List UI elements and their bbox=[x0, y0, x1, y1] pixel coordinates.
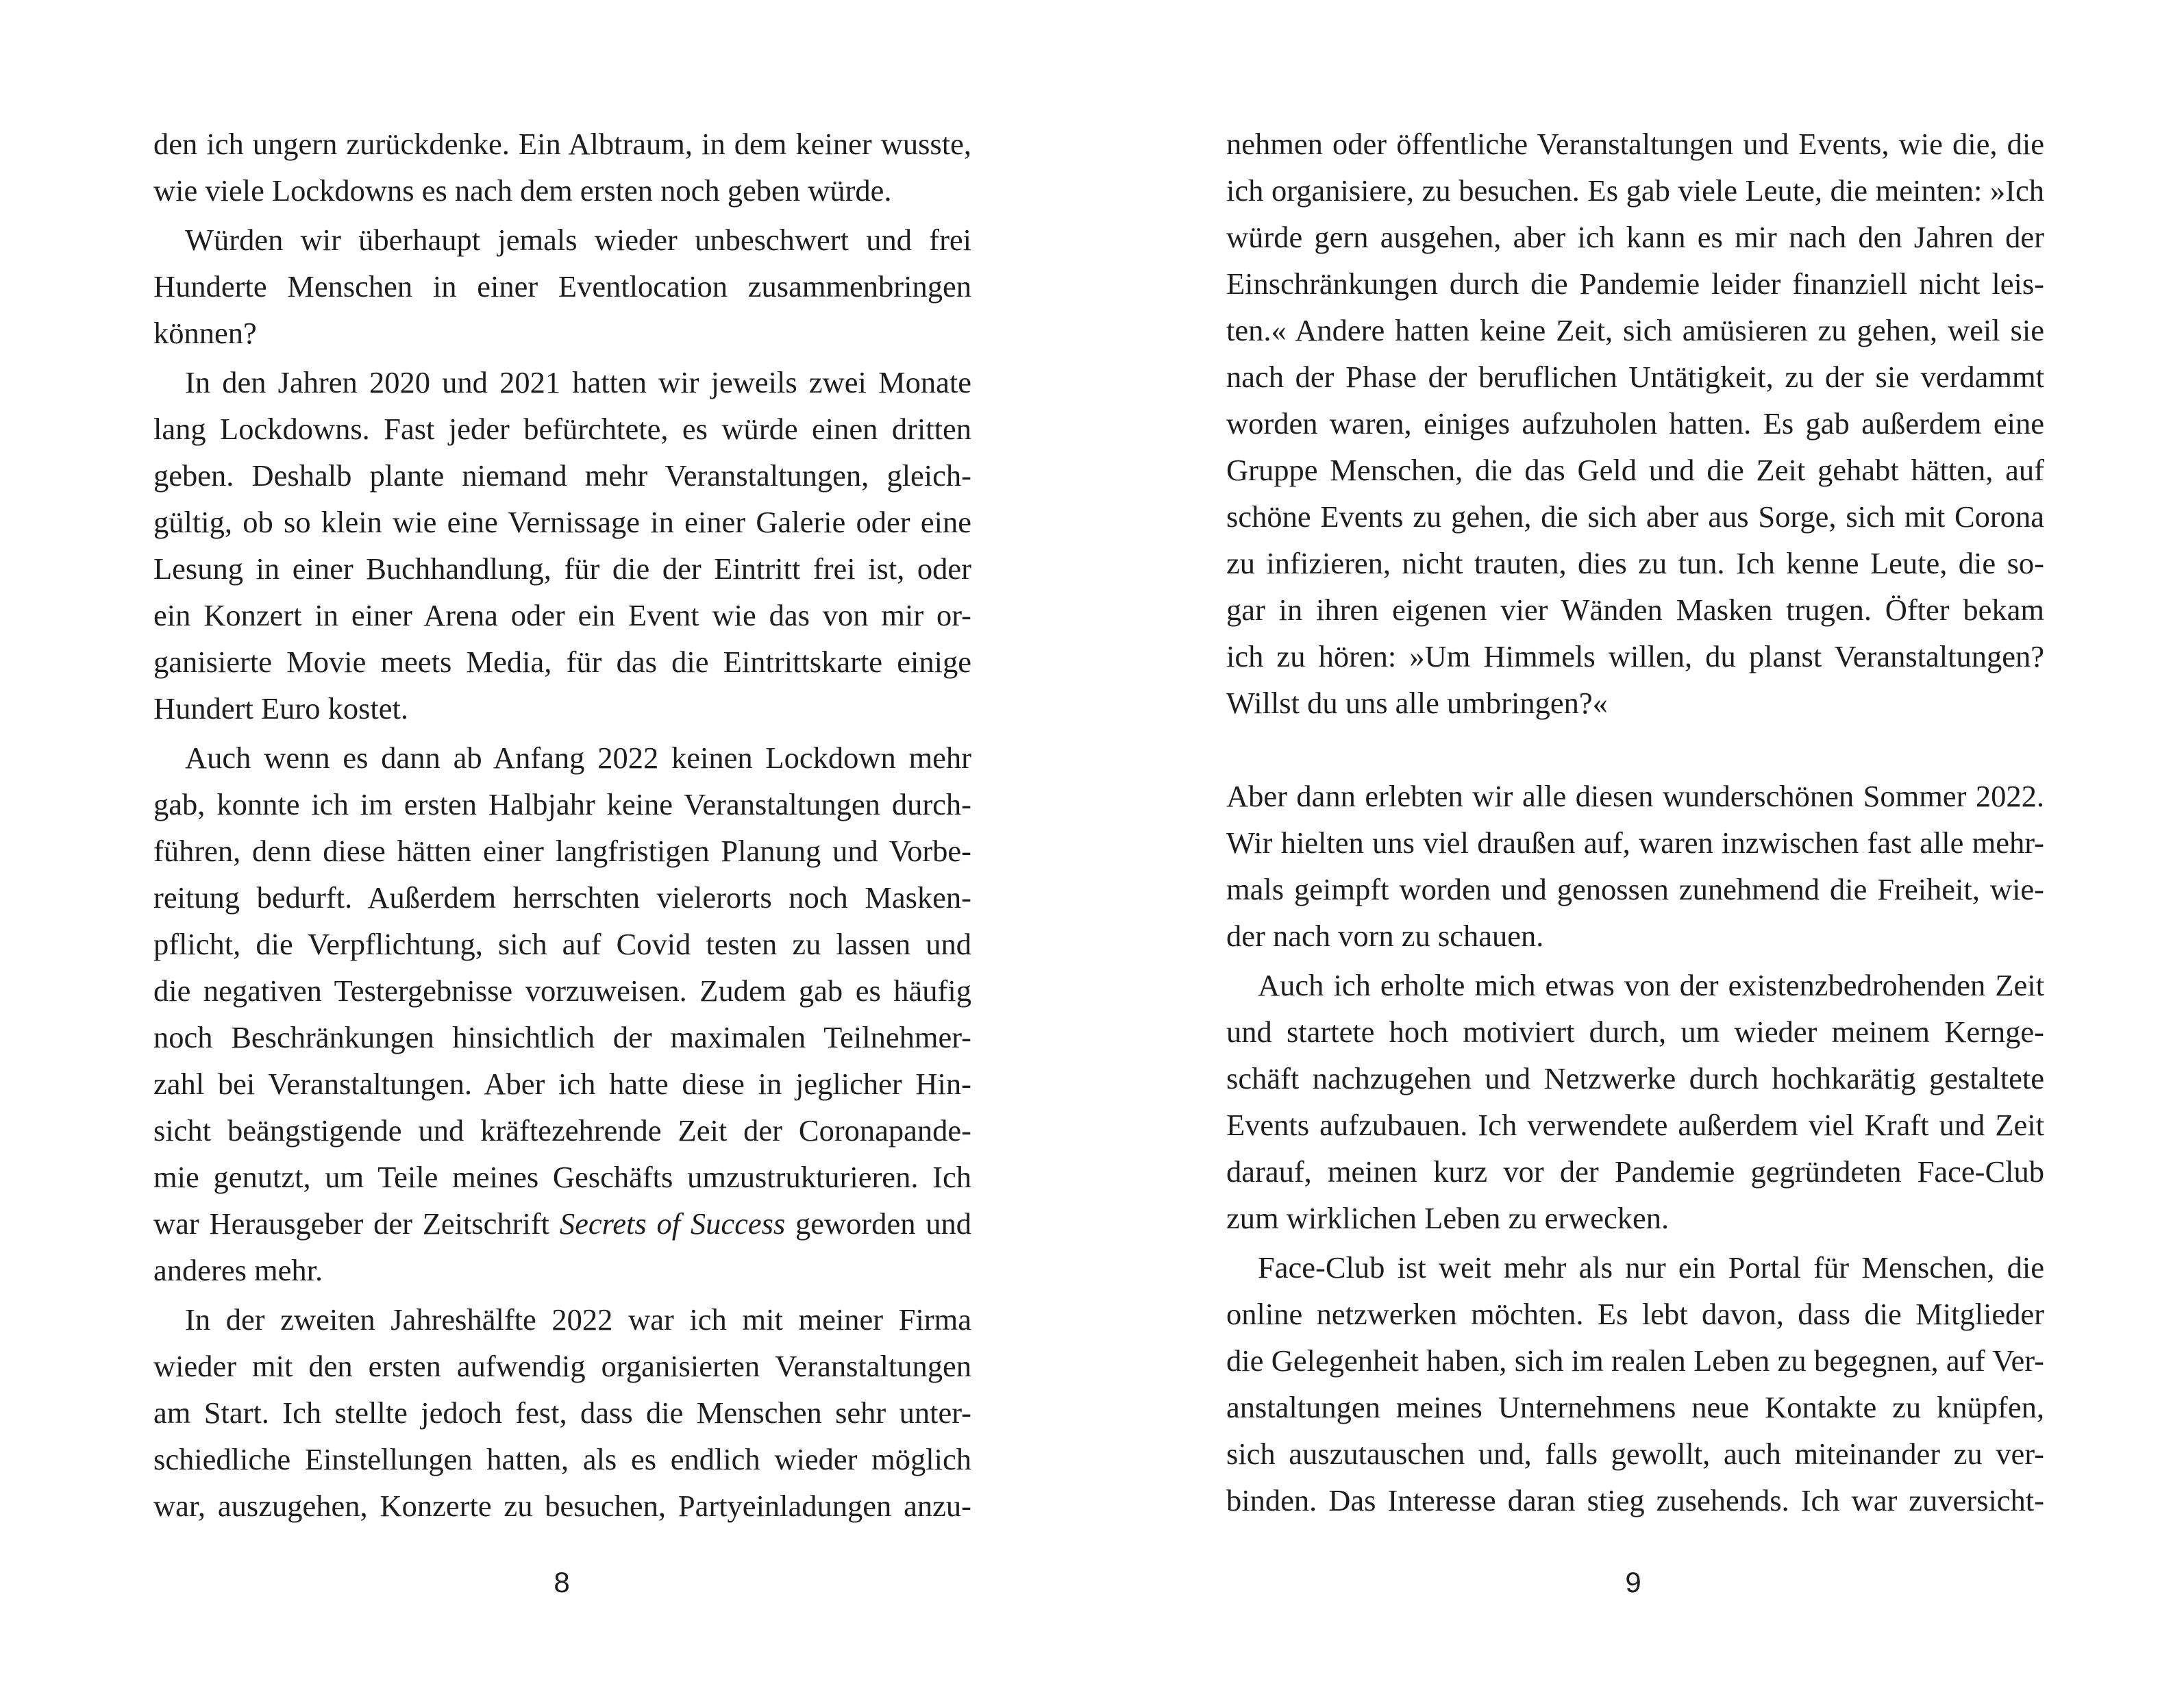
text-run: geworden und bbox=[785, 1206, 971, 1241]
text-line: schiedliche Einstellungen hatten, als es endlich wieder möglich bbox=[153, 1442, 971, 1476]
text-line: In der zweiten Jahreshälfte 2022 war ich mit meiner Firma bbox=[185, 1302, 971, 1337]
text-line: nach der Phase der beruflichen Untätigkeit, zu der sie verdammt bbox=[1226, 360, 2044, 394]
text-line: würde gern ausgehen, aber ich kann es mir nach den Jahren der bbox=[1226, 220, 2044, 254]
text-line: In den Jahren 2020 und 2021 hatten wir jeweils zwei Monate bbox=[185, 365, 971, 399]
right-page-text bbox=[1226, 121, 2044, 1524]
text-line: und startete hoch motiviert durch, um wieder meinem Kernge- bbox=[1226, 1015, 2044, 1049]
text-line: Hunderte Menschen in einer Eventlocation zusammenbringen bbox=[153, 269, 971, 303]
text-line: die negativen Testergebnisse vorzuweisen. Zudem gab es häufig bbox=[153, 973, 971, 1008]
text-line: ten.« Andere hatten keine Zeit, sich amüsieren zu gehen, weil sie bbox=[1226, 313, 2044, 347]
text-line: war, auszugehen, Konzerte zu besuchen, Partyeinladungen anzu- bbox=[153, 1489, 971, 1523]
text-line: zahl bei Veranstaltungen. Aber ich hatte diese in jeglicher Hin- bbox=[153, 1067, 971, 1101]
text-line: zum wirklichen Leben zu erwecken. bbox=[1226, 1201, 1670, 1235]
text-line: mie genutzt, um Teile meines Geschäfts umzustrukturieren. Ich bbox=[153, 1160, 971, 1194]
text-line: den ich ungern zurückdenke. Ein Albtraum, in dem keiner wusste, bbox=[153, 127, 971, 161]
text-line: Hundert Euro kostet. bbox=[153, 691, 408, 726]
text-line: noch Beschränkungen hinsichtlich der maximalen Teilnehmer- bbox=[153, 1020, 971, 1054]
text-line: nehmen oder öffentliche Veranstaltungen und Events, wie die, die bbox=[1226, 127, 2044, 161]
text-line: anderes mehr. bbox=[153, 1253, 323, 1287]
text-run: war Herausgeber der Zeitschrift bbox=[153, 1206, 560, 1241]
text-line: gültig, ob so klein wie eine Vernissage in einer Galerie oder eine bbox=[153, 505, 971, 539]
section-break bbox=[1226, 726, 2044, 773]
text-line: schäft nachzugehen und Netzwerke durch hochkarätig gestaltete bbox=[1226, 1061, 2044, 1095]
text-line: können? bbox=[153, 316, 257, 350]
text-line: geben. Deshalb plante niemand mehr Veranstaltungen, gleich- bbox=[153, 458, 971, 493]
text-line: ganisierte Movie meets Media, für das die Eintrittskarte einige bbox=[153, 645, 971, 679]
text-line: am Start. Ich stellte jedoch fest, dass die Menschen sehr unter- bbox=[153, 1396, 971, 1430]
text-line: führen, denn diese hätten einer langfristigen Planung und Vorbe- bbox=[153, 834, 971, 868]
text-line: wieder mit den ersten aufwendig organisierten Veranstaltungen bbox=[153, 1349, 971, 1383]
text-line: worden waren, einiges aufzuholen hatten. Es gab außerdem eine bbox=[1226, 406, 2044, 441]
text-line: anstaltungen meines Unternehmens neue Kontakte zu knüpfen, bbox=[1226, 1390, 2044, 1424]
text-line: Auch ich erholte mich etwas von der existenzbedrohenden Zeit bbox=[1258, 968, 2044, 1002]
text-line: pflicht, die Verpflichtung, sich auf Covid testen zu lassen und bbox=[153, 927, 971, 961]
text-line: binden. Das Interesse daran stieg zusehends. Ich war zuversicht- bbox=[1226, 1483, 2044, 1517]
text-line: lang Lockdowns. Fast jeder befürchtete, es würde einen dritten bbox=[153, 412, 971, 446]
text-line: wie viele Lockdowns es nach dem ersten noch geben würde. bbox=[153, 173, 892, 208]
text-line: Aber dann erlebten wir alle diesen wunderschönen Sommer 2022. bbox=[1226, 779, 2044, 813]
text-line: Wir hielten uns viel draußen auf, waren inzwischen fast alle mehr- bbox=[1226, 826, 2044, 860]
text-line: schöne Events zu gehen, die sich aber aus Sorge, sich mit Corona bbox=[1226, 499, 2044, 534]
text-line: reitung bedurft. Außerdem herrschten vielerorts noch Masken- bbox=[153, 880, 971, 915]
text-line: gar in ihren eigenen vier Wänden Masken trugen. Öfter bekam bbox=[1226, 593, 2044, 627]
text-line: Willst du uns alle umbringen?« bbox=[1226, 686, 1608, 720]
text-line: online netzwerken möchten. Es lebt davon, dass die Mitglieder bbox=[1226, 1297, 2044, 1331]
text-line: sich auszutauschen und, falls gewollt, auch miteinander zu ver- bbox=[1226, 1437, 2044, 1471]
text-line: der nach vorn zu schauen. bbox=[1226, 919, 1544, 953]
text-line: Events aufzubauen. Ich verwendete außerdem viel Kraft und Zeit bbox=[1226, 1108, 2044, 1142]
text-line: zu infizieren, nicht trauten, dies zu tun. Ich kenne Leute, die so- bbox=[1226, 546, 2044, 580]
text-line: sicht beängstigende und kräftezehrende Zeit der Coronapande- bbox=[153, 1113, 971, 1148]
text-line: Einschränkungen durch die Pandemie leider finanziell nicht leis- bbox=[1226, 266, 2044, 301]
text-line: ein Konzert in einer Arena oder ein Event wie das von mir or- bbox=[153, 598, 971, 632]
page-number-right: 9 bbox=[1625, 1566, 1641, 1598]
text-line: mals geimpft worden und genossen zunehmend die Freiheit, wie- bbox=[1226, 872, 2044, 906]
text-line: gab, konnte ich im ersten Halbjahr keine Veranstaltungen durch- bbox=[153, 787, 971, 821]
text-line: darauf, meinen kurz vor der Pandemie gegründeten Face-Club bbox=[1226, 1154, 2044, 1189]
text-line: Lesung in einer Buchhandlung, für die der Eintritt frei ist, oder bbox=[153, 551, 971, 586]
text-line: Würden wir überhaupt jemals wieder unbeschwert und frei bbox=[185, 223, 971, 257]
text-line: Face-Club ist weit mehr als nur ein Portal für Menschen, die bbox=[1258, 1250, 2044, 1285]
page-number-left: 8 bbox=[554, 1566, 570, 1598]
text-line: die Gelegenheit haben, sich im realen Leben zu begegnen, auf Ver- bbox=[1226, 1343, 2044, 1378]
text-line: Gruppe Menschen, die das Geld und die Zeit gehabt hätten, auf bbox=[1226, 453, 2044, 487]
text-line bbox=[153, 1200, 971, 1247]
text-line: ich zu hören: »Um Himmels willen, du planst Veranstaltungen? bbox=[1226, 639, 2044, 673]
text-line: ich organisiere, zu besuchen. Es gab viele Leute, die meinten: »Ich bbox=[1226, 173, 2044, 208]
right-page bbox=[1092, 0, 2184, 1699]
magazine-title: Secrets of Success bbox=[559, 1206, 786, 1241]
left-page-text bbox=[153, 121, 971, 1529]
text-line: Auch wenn es dann ab Anfang 2022 keinen Lockdown mehr bbox=[185, 741, 971, 775]
